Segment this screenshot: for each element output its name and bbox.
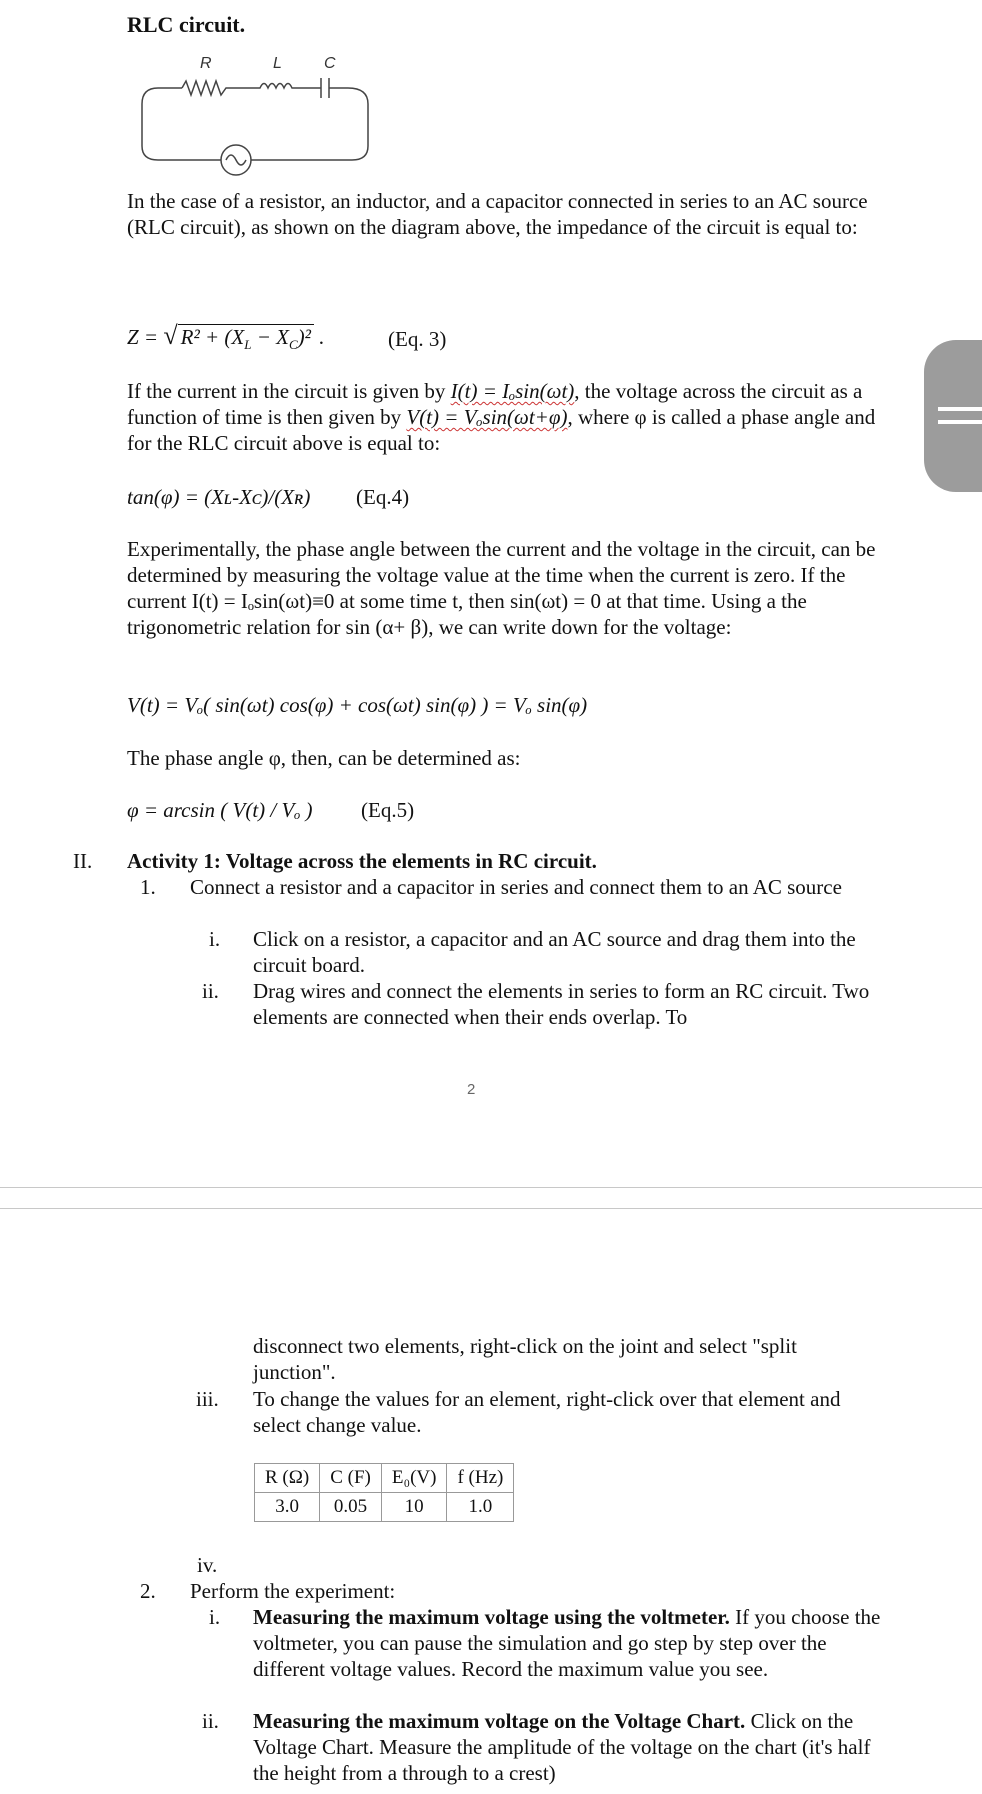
values-table bbox=[254, 1463, 514, 1522]
step1-number: 1. bbox=[140, 875, 156, 899]
table-row bbox=[255, 1493, 514, 1522]
sub-ii-text: Drag wires and connect the elements in series to form an RC circuit. Two elements are connected when their ends overlap. To bbox=[253, 979, 870, 1029]
table-header-row bbox=[255, 1464, 514, 1493]
side-scroll-handle[interactable] bbox=[924, 340, 982, 492]
sub-iii-text: To change the values for an element, right-click over that element and select change value. bbox=[253, 1387, 841, 1437]
sub-i-number: i. bbox=[209, 927, 221, 951]
eq3-formula: Z = √ $R^2 + (X_L - X_C)^2$ . bbox=[127, 321, 325, 353]
table-cell: 0.05 bbox=[320, 1493, 382, 1522]
table-cell: 10 bbox=[381, 1493, 447, 1522]
resistor-symbol bbox=[182, 81, 238, 95]
sub-ii-number: ii. bbox=[202, 979, 219, 1003]
page-separator-bottom bbox=[0, 1208, 982, 1209]
sub-iv-number: iv. bbox=[197, 1553, 218, 1577]
experiment-paragraph: Experimentally, the phase angle between the current and the voltage in the circuit, can be determined by measuring the voltage value at the time when the current is zero. If the current I(t) = Iₒsin(ωt)≡0 at some time t, then sin(ωt) = 0 at that time. Using a the trigonometric relation for sin (α+ β), we can write down for the voltage: bbox=[127, 537, 876, 639]
step2-text: Perform the experiment: bbox=[190, 1579, 396, 1603]
perform-i-number: i. bbox=[209, 1605, 221, 1629]
perform-ii-text: Measuring the maximum voltage on the Voltage Chart. Click on the Voltage Chart. Measure the amplitude of the voltage on the chart (it's half the height from a through to a crest) bbox=[253, 1709, 871, 1785]
page-number: 2 bbox=[467, 1081, 476, 1098]
step2-number: 2. bbox=[140, 1579, 156, 1603]
rlc-circuit-diagram bbox=[138, 48, 378, 178]
grip-line-2 bbox=[938, 420, 982, 424]
current-expression: I(t) = Iₒsin(ωt) bbox=[450, 379, 575, 403]
grip-line-1 bbox=[938, 407, 982, 411]
label-l: L bbox=[273, 55, 282, 72]
section-title: Activity 1: Voltage across the elements in RC circuit. bbox=[127, 849, 597, 873]
eq3-label: (Eq. 3) bbox=[388, 327, 447, 351]
eq5-formula: φ = arcsin ( V(t) / Vₒ ) bbox=[127, 798, 313, 822]
eq4-label: (Eq.4) bbox=[356, 485, 410, 509]
wire-right bbox=[251, 88, 368, 160]
perform-i-text: Measuring the maximum voltage using the voltmeter. If you choose the voltmeter, you can pause the simulation and go step by step over the different voltage values. Record the maximum value you see. bbox=[253, 1605, 881, 1681]
wire-top-left bbox=[142, 88, 221, 160]
capacitor-symbol bbox=[316, 78, 348, 98]
page-separator-top bbox=[0, 1187, 982, 1188]
label-c: C bbox=[324, 55, 336, 72]
phase-paragraph: The phase angle φ, then, can be determined as: bbox=[127, 746, 521, 770]
eq4-formula: tan(φ) = (Xʟ-Xᴄ)/(Xʀ) bbox=[127, 485, 311, 509]
label-r: R bbox=[200, 55, 212, 72]
section-number: II. bbox=[73, 849, 93, 873]
table-header-cell: f (Hz) bbox=[447, 1464, 514, 1493]
current-paragraph: If the current in the circuit is given by I(t) = Iₒsin(ωt), the voltage across the circuit as a function of time is then given by V(t) = Vₒsin(ωt+φ), where φ is called a phase angle and for the RLC circuit above is equal to: bbox=[127, 379, 876, 455]
table-header-cell: E₀(V) bbox=[381, 1464, 447, 1493]
intro-paragraph: In the case of a resistor, an inductor, and a capacitor connected in series to an AC source (RLC circuit), as shown on the diagram above, the impedance of the circuit is equal to: bbox=[127, 189, 868, 239]
perform-ii-number: ii. bbox=[202, 1709, 219, 1733]
eq5-label: (Eq.5) bbox=[361, 798, 415, 822]
sub-iii-number: iii. bbox=[196, 1387, 219, 1411]
voltage-expansion-formula: V(t) = Vₒ( sin(ωt) cos(φ) + cos(ωt) sin(φ) ) = Vₒ sin(φ) bbox=[127, 693, 588, 717]
table-header-cell: C (F) bbox=[320, 1464, 382, 1493]
voltage-expression: V(t) = Vₒsin(ωt+φ) bbox=[406, 405, 568, 429]
sub-i-text: Click on a resistor, a capacitor and an AC source and drag them into the circuit board. bbox=[253, 927, 856, 977]
table-cell: 1.0 bbox=[447, 1493, 514, 1522]
table-header-cell: R (Ω) bbox=[255, 1464, 320, 1493]
table-cell: 3.0 bbox=[255, 1493, 320, 1522]
page-title: RLC circuit. bbox=[127, 12, 246, 37]
continued-text: disconnect two elements, right-click on the joint and select "split junction". bbox=[253, 1334, 797, 1384]
step1-text: Connect a resistor and a capacitor in series and connect them to an AC source bbox=[190, 875, 842, 899]
inductor-symbol bbox=[238, 84, 316, 89]
